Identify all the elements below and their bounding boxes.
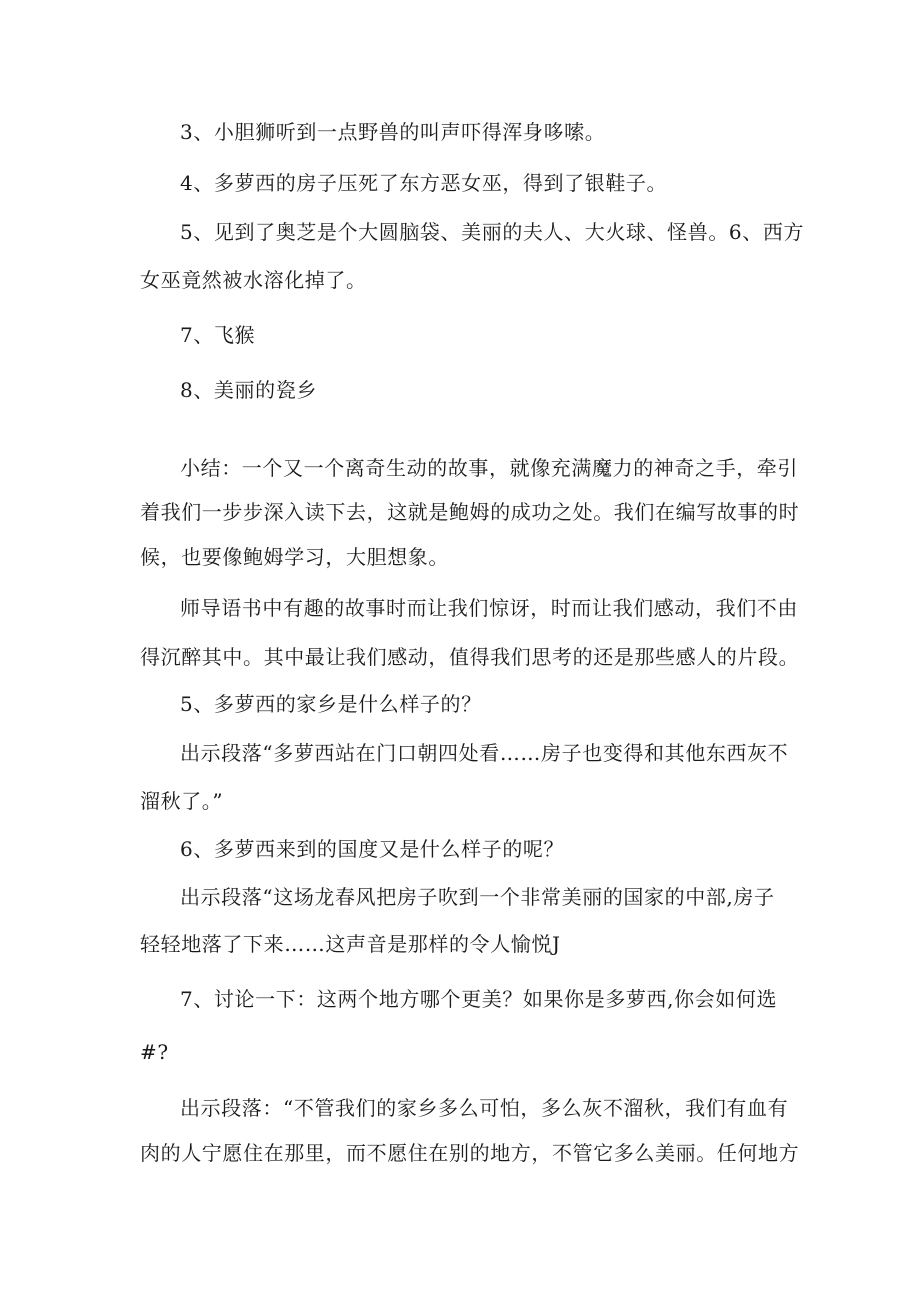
- item-5-line-2: 女巫竟然被水溶化掉了。: [140, 268, 367, 292]
- summary-line-3: 候，也要像鲍姆学习，大胆想象。: [140, 545, 449, 569]
- excerpt-2-line-2: 轻轻地落了下来……这声音是那样的令人愉悦J: [140, 932, 561, 956]
- item-5-line-1: 5、见到了奥芝是个大圆脑袋、美丽的夫人、大火球、怪兽。6、西方: [180, 220, 805, 244]
- question-5-line: 5、多萝西的家乡是什么样子的？: [180, 692, 482, 716]
- item-8-line: 8、美丽的瓷乡: [180, 378, 317, 402]
- guide-line-2: 得沉醉其中。其中最让我们感动，值得我们思考的还是那些感人的片段。: [140, 645, 800, 669]
- question-7-line-1: 7、讨论一下：这两个地方哪个更美？如果你是多萝西,你会如何选: [180, 987, 778, 1011]
- summary-line-2: 着我们一步步深入读下去，这就是鲍姆的成功之处。我们在编写故事的时: [140, 500, 800, 524]
- question-7-line-2: #?: [140, 1040, 169, 1064]
- excerpt-1-line-2: 溜秋了。”: [140, 789, 224, 813]
- excerpt-3-line-2: 肉的人宁愿住在那里，而不愿住在别的地方，不管它多么美丽。任何地方: [140, 1141, 800, 1165]
- item-4-line: 4、多萝西的房子压死了东方恶女巫，得到了银鞋子。: [180, 171, 668, 195]
- question-6-line: 6、多萝西来到的国度又是什么样子的呢？: [180, 837, 565, 861]
- item-3-line: 3、小胆狮听到一点野兽的叫声吓得浑身哆嗦。: [180, 120, 606, 144]
- excerpt-1-line-1: 出示段落“多萝西站在门口朝四处看……房子也变得和其他东西灰不: [180, 741, 789, 765]
- excerpt-2-line-1: 出示段落“这场龙春风把房子吹到一个非常美丽的国家的中部,房子: [180, 885, 775, 909]
- excerpt-3-line-1: 出示段落：“不管我们的家乡多么可怕，多么灰不溜秋，我们有血有: [180, 1096, 789, 1120]
- guide-line-1: 师导语书中有趣的故事时而让我们惊讶，时而让我们感动，我们不由: [180, 596, 798, 620]
- item-7-line: 7、飞猴: [180, 323, 256, 347]
- summary-line-1: 小结：一个又一个离奇生动的故事，就像充满魔力的神奇之手，牵引: [180, 456, 798, 480]
